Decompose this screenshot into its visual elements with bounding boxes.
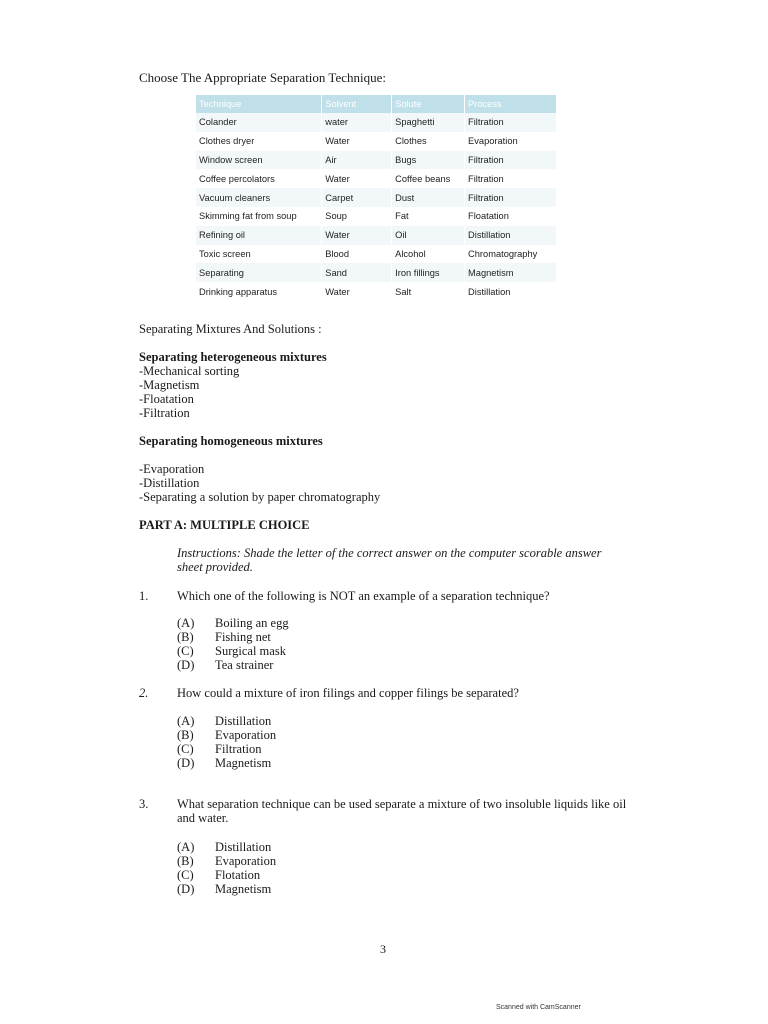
table-cell: Spaghetti bbox=[392, 113, 465, 132]
table-cell: Clothes dryer bbox=[196, 132, 322, 151]
table-cell: Water bbox=[322, 132, 392, 151]
option-text: Magnetism bbox=[215, 882, 272, 896]
list-item: -Magnetism bbox=[139, 378, 200, 392]
question-number: 1. bbox=[139, 589, 149, 603]
table-cell: Blood bbox=[322, 245, 392, 264]
table-cell: Soup bbox=[322, 207, 392, 226]
option-letter: (C) bbox=[177, 868, 194, 882]
list-item: -Filtration bbox=[139, 406, 190, 420]
table-row bbox=[196, 188, 557, 207]
list-item: -Mechanical sorting bbox=[139, 364, 240, 378]
table-cell: Oil bbox=[392, 226, 465, 245]
table-cell: Filtration bbox=[465, 169, 557, 188]
table-cell: Filtration bbox=[465, 151, 557, 170]
table-row bbox=[196, 169, 557, 188]
option-letter: (A) bbox=[177, 714, 195, 728]
table-cell: Fat bbox=[392, 207, 465, 226]
table-cell: Coffee percolators bbox=[196, 169, 322, 188]
table-row bbox=[196, 132, 557, 151]
table-cell: water bbox=[322, 113, 392, 132]
option-text: Filtration bbox=[215, 742, 262, 756]
scanner-watermark: Scanned with CamScanner bbox=[496, 1004, 581, 1011]
question-text: and water. bbox=[177, 811, 229, 825]
list-item: -Evaporation bbox=[139, 462, 205, 476]
table-cell: Alcohol bbox=[392, 245, 465, 264]
option-letter: (B) bbox=[177, 728, 194, 742]
table-row bbox=[196, 263, 557, 282]
instructions-line: sheet provided. bbox=[177, 560, 253, 574]
question-number: 3. bbox=[139, 797, 149, 811]
option-letter: (A) bbox=[177, 840, 195, 854]
table-cell: Filtration bbox=[465, 113, 557, 132]
table-header-cell: Technique bbox=[196, 95, 322, 113]
homo-title: Separating homogeneous mixtures bbox=[139, 434, 323, 448]
table-cell: Skimming fat from soup bbox=[196, 207, 322, 226]
table-row bbox=[196, 207, 557, 226]
table-cell: Vacuum cleaners bbox=[196, 188, 322, 207]
table-header-cell: Solute bbox=[392, 95, 465, 113]
part-title: PART A: MULTIPLE CHOICE bbox=[139, 518, 310, 532]
option-text: Flotation bbox=[215, 868, 261, 882]
table-header-row bbox=[196, 95, 557, 113]
question-number: 2. bbox=[139, 686, 149, 700]
table-header-cell: Process bbox=[465, 95, 557, 113]
option-letter: (B) bbox=[177, 630, 194, 644]
option-text: Surgical mask bbox=[215, 644, 286, 658]
table-row bbox=[196, 226, 557, 245]
option-text: Evaporation bbox=[215, 728, 277, 742]
option-text: Magnetism bbox=[215, 756, 272, 770]
option-letter: (C) bbox=[177, 644, 194, 658]
table-cell: Magnetism bbox=[465, 263, 557, 282]
option-letter: (C) bbox=[177, 742, 194, 756]
table-cell: Distillation bbox=[465, 226, 557, 245]
option-text: Distillation bbox=[215, 840, 272, 854]
separation-technique-table bbox=[196, 95, 557, 301]
table-cell: Water bbox=[322, 169, 392, 188]
option-text: Distillation bbox=[215, 714, 272, 728]
option-letter: (B) bbox=[177, 854, 194, 868]
hetero-title: Separating heterogeneous mixtures bbox=[139, 350, 327, 364]
list-item: -Separating a solution by paper chromatography bbox=[139, 490, 381, 504]
page-number: 3 bbox=[380, 942, 386, 956]
section-title: Separating Mixtures And Solutions : bbox=[139, 322, 322, 336]
table-cell: Dust bbox=[392, 188, 465, 207]
question-text: How could a mixture of iron filings and copper filings be separated? bbox=[177, 686, 519, 700]
table-row bbox=[196, 282, 557, 301]
table-cell: Window screen bbox=[196, 151, 322, 170]
option-letter: (D) bbox=[177, 756, 195, 770]
table-cell: Floatation bbox=[465, 207, 557, 226]
table-cell: Toxic screen bbox=[196, 245, 322, 264]
option-text: Evaporation bbox=[215, 854, 277, 868]
option-letter: (A) bbox=[177, 616, 195, 630]
table-heading: Choose The Appropriate Separation Technique: bbox=[139, 70, 386, 85]
table-row bbox=[196, 245, 557, 264]
table-cell: Distillation bbox=[465, 282, 557, 301]
table-cell: Carpet bbox=[322, 188, 392, 207]
table-cell: Filtration bbox=[465, 188, 557, 207]
question-text: What separation technique can be used separate a mixture of two insoluble liquids like oil bbox=[177, 797, 627, 811]
table-cell: Bugs bbox=[392, 151, 465, 170]
instructions-line: Instructions: Shade the letter of the correct answer on the computer scorable answer bbox=[177, 546, 602, 560]
option-letter: (D) bbox=[177, 658, 195, 672]
option-text: Boiling an egg bbox=[215, 616, 289, 630]
table-header-cell: Solvent bbox=[322, 95, 392, 113]
table-cell: Clothes bbox=[392, 132, 465, 151]
table-row bbox=[196, 113, 557, 132]
table-cell: Colander bbox=[196, 113, 322, 132]
table-cell: Sand bbox=[322, 263, 392, 282]
question-text: Which one of the following is NOT an example of a separation technique? bbox=[177, 589, 550, 603]
table-cell: Separating bbox=[196, 263, 322, 282]
table-cell: Salt bbox=[392, 282, 465, 301]
list-item: -Distillation bbox=[139, 476, 200, 490]
table-row bbox=[196, 151, 557, 170]
option-text: Tea strainer bbox=[215, 658, 274, 672]
table-cell: Chromatography bbox=[465, 245, 557, 264]
table-cell: Air bbox=[322, 151, 392, 170]
option-letter: (D) bbox=[177, 882, 195, 896]
option-text: Fishing net bbox=[215, 630, 271, 644]
list-item: -Floatation bbox=[139, 392, 194, 406]
table-cell: Coffee beans bbox=[392, 169, 465, 188]
table-cell: Refining oil bbox=[196, 226, 322, 245]
table-cell: Water bbox=[322, 226, 392, 245]
table-cell: Iron fillings bbox=[392, 263, 465, 282]
table-cell: Drinking apparatus bbox=[196, 282, 322, 301]
table-cell: Water bbox=[322, 282, 392, 301]
table-cell: Evaporation bbox=[465, 132, 557, 151]
